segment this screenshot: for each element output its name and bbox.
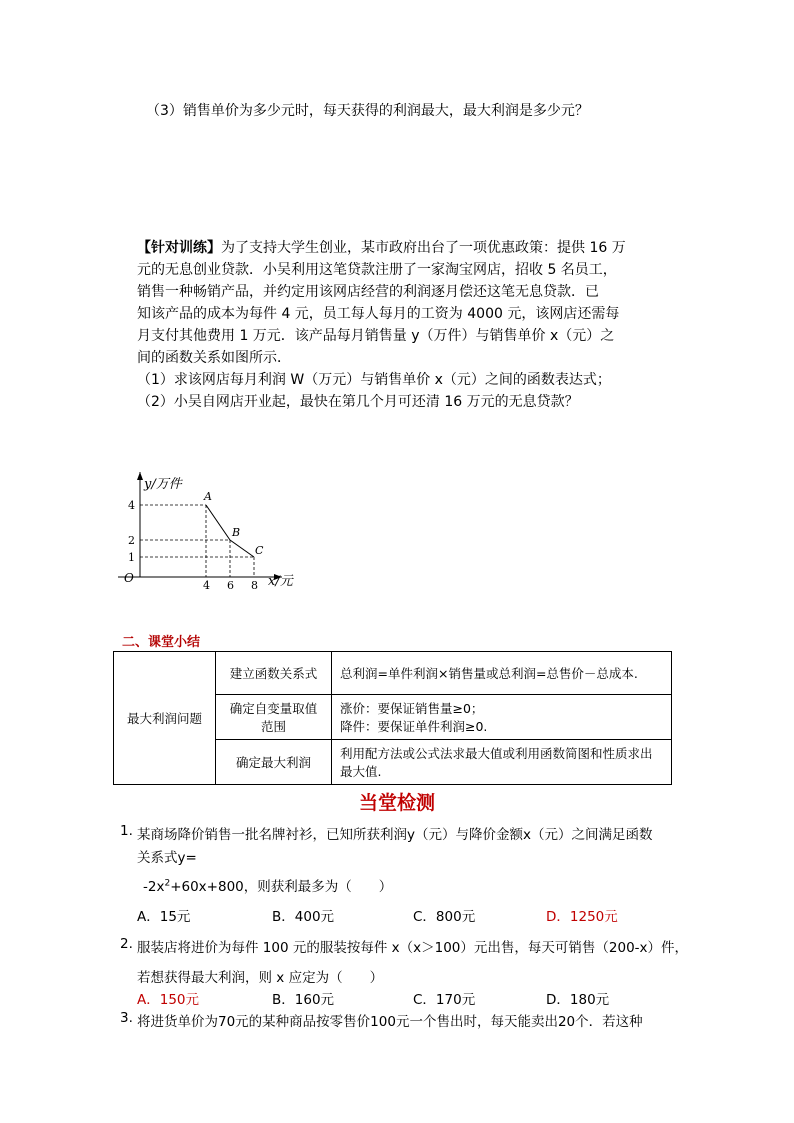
- q1-line-3: $-2x^2+60x+800$，则获利最多为（ ）: [143, 878, 393, 895]
- y-tick-4: 4: [128, 499, 135, 512]
- x-tick-6: 6: [227, 579, 234, 592]
- check-title: 当堂检测: [358, 792, 435, 814]
- step-cell: 确定最大利润: [216, 740, 332, 785]
- question-3: （3）销售单价为多少元时，每天获得的利润最大，最大利润是多少元？: [146, 103, 589, 119]
- origin-label: O: [124, 571, 134, 585]
- sales-graph: [110, 470, 310, 595]
- x-tick-8: 8: [251, 579, 258, 592]
- y-tick-2: 2: [128, 534, 135, 547]
- training-line-1: 【针对训练】为了支持大学生创业，某市政府出台了一项优惠政策：提供 16 万: [137, 240, 626, 256]
- q1-option-b: B．400元: [272, 909, 335, 925]
- training-line-5: 月支付其他费用 1 万元．该产品每月销售量 y（万件）与销售单价 x（元）之: [137, 328, 615, 344]
- summary-table: [113, 651, 672, 785]
- step-cell: 确定自变量取值范围: [216, 695, 332, 740]
- q2-option-d: D．180元: [546, 992, 610, 1008]
- step-cell: 建立函数关系式: [216, 652, 332, 695]
- content-cell: 涨价：要保证销售量≥0； 降件：要保证单件利润≥0.: [332, 695, 672, 740]
- q3-number: 3.: [120, 1010, 133, 1026]
- point-c-label: C: [255, 544, 264, 557]
- q1-option-d: D．1250元: [546, 909, 618, 925]
- training-line-4: 知该产品的成本为每件 4 元，员工每人每月的工资为 4000 元，该网店还需每: [137, 306, 620, 322]
- training-sub-1: （1）求该网店每月利润 W（万元）与销售单价 x（元）之间的函数表达式；: [137, 372, 611, 388]
- point-a-label: A: [204, 490, 212, 503]
- table-row: [114, 652, 672, 695]
- q3-line-1: 将进货单价为70元的某种商品按零售价100元一个售出时，每天能卖出20个．若这种: [137, 1014, 643, 1030]
- q1-option-c: C．800元: [413, 909, 476, 925]
- q2-number: 2.: [120, 936, 133, 952]
- q1-number: 1.: [120, 823, 133, 839]
- topic-cell: 最大利润问题: [114, 652, 216, 785]
- training-sub-2: （2）小吴自网店开业起，最快在第几个月可还清 16 万元的无息贷款？: [137, 394, 579, 410]
- q2-option-a: A．150元: [137, 992, 200, 1008]
- function-line: [206, 505, 254, 557]
- q2-line-2: 若想获得最大利润，则 x 应定为（ ）: [137, 970, 384, 986]
- q1-option-a: A．15元: [137, 909, 191, 925]
- q2-option-b: B．160元: [272, 992, 335, 1008]
- y-tick-1: 1: [128, 551, 135, 564]
- training-line-3: 销售一种畅销产品，并约定用该网店经营的利润逐月偿还这笔无息贷款．已: [137, 284, 599, 300]
- q2-option-c: C．170元: [413, 992, 476, 1008]
- section-title-summary: 二、课堂小结: [122, 635, 201, 650]
- training-line-2: 元的无息创业贷款．小吴利用这笔贷款注册了一家淘宝网店，招收 5 名员工，: [137, 262, 617, 278]
- content-cell: 总利润=单件利润×销售量或总利润=总售价－总成本.: [332, 652, 672, 695]
- q2-line-1: 服装店将进价为每件 100 元的服装按每件 x（x＞100）元出售，每天可销售（200-x）件，: [137, 940, 689, 956]
- q1-line-1: 某商场降价销售一批名牌衬衫，已知所获利润y（元）与降价金额x（元）之间满足函数: [137, 827, 653, 843]
- training-tag: 【针对训练】: [137, 240, 221, 256]
- training-line-6: 间的函数关系如图所示．: [137, 350, 291, 366]
- training-problem: [137, 237, 697, 413]
- point-b-label: B: [232, 526, 241, 539]
- x-axis-label: x/元: [268, 574, 293, 589]
- x-tick-4: 4: [203, 579, 210, 592]
- y-axis-arrow: [137, 472, 143, 480]
- content-cell: 利用配方法或公式法求最大值或利用函数简图和性质求出最大值.: [332, 740, 672, 785]
- y-axis-label: y/万件: [144, 477, 182, 492]
- q1-line-2: 关系式y=: [137, 850, 197, 866]
